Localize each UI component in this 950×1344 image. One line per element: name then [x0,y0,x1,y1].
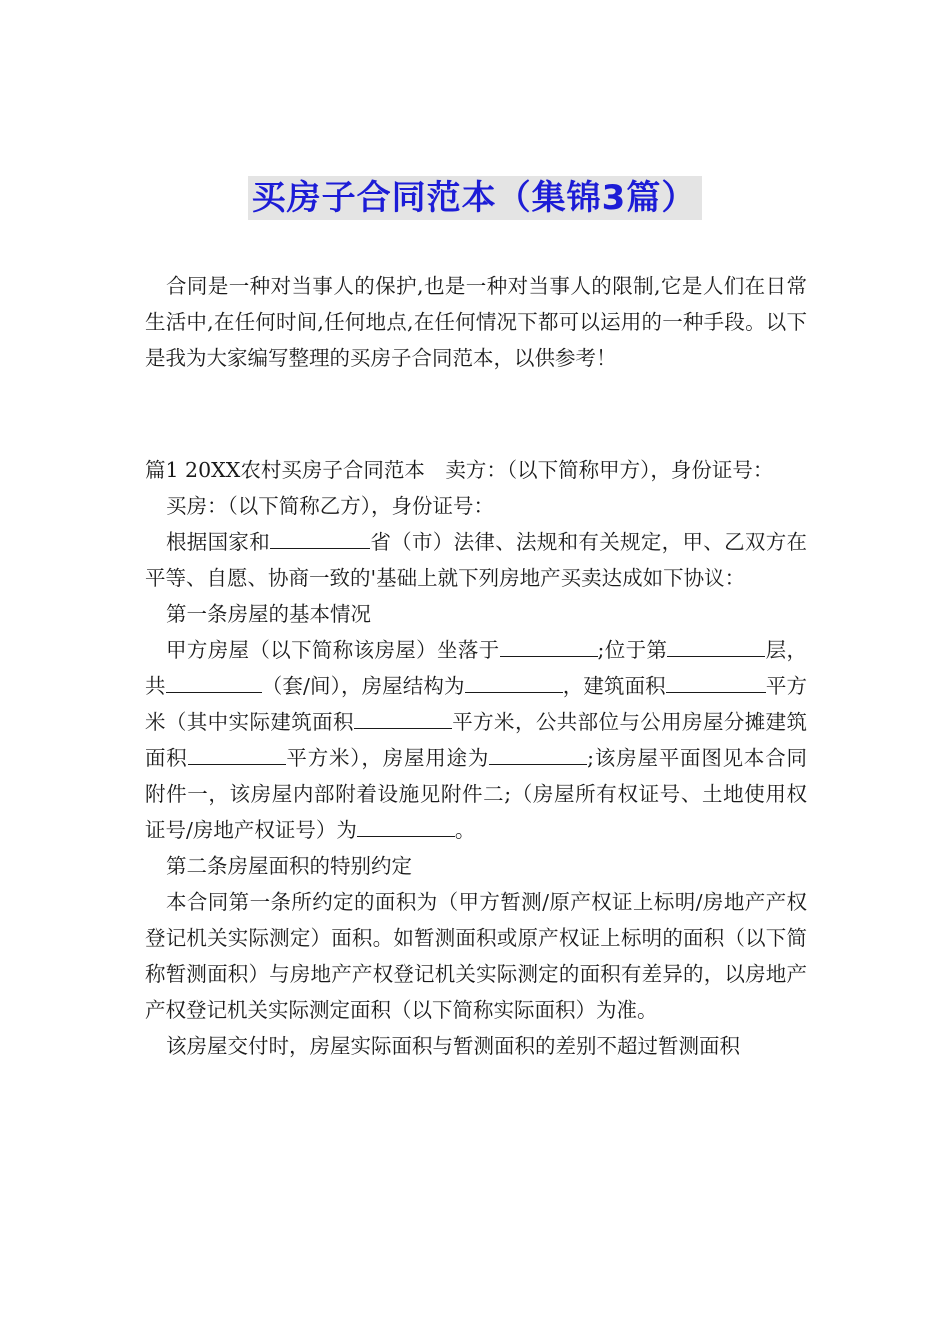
basis-paragraph [145,524,807,596]
art1-text-i: ;该房屋平面图见本合同附件一，该房屋内部附着设施见附件二;（房屋所有权证号、土地使用权证号/房地产权证号）为 [145,746,808,842]
title-container [0,176,950,220]
article-2-paragraph-2: 该房屋交付时，房屋实际面积与暂测面积的差别不超过暂测面积 [166,1034,740,1058]
article-2-title: 第二条房屋面积的特别约定 [166,854,412,878]
art1-text-a: 甲方房屋（以下简称该房屋）坐落于 [166,638,500,662]
art1-text-f: 平方米（其中实际建筑面积 [145,674,808,734]
art1-text-h: 平方米），房屋用途为 [285,746,490,770]
basis-text-b: 省（市）法律、法规和有关规定，甲、乙双方在平等、自愿、协商一致的'基础上就下列房地产买卖达成如下协议： [145,530,808,590]
shared-area-blank [188,742,286,765]
structure-blank [465,670,563,693]
art1-text-c: 层，共 [145,638,808,698]
buyer-paragraph: 买房：（以下简称乙方），身份证号： [166,494,494,518]
document-title: 买房子合同范本（集锦3篇） [248,176,703,220]
floor-blank [667,634,765,657]
intro-section [145,268,807,376]
contract-heading-paragraph: 篇1 20XX农村买房子合同范本 卖方：（以下简称甲方），身份证号： [145,458,774,482]
actual-area-blank [354,706,452,729]
building-area-blank [666,670,766,693]
province-blank [270,526,370,549]
total-floors-blank [166,670,262,693]
location-blank [500,634,598,657]
art1-text-j: 。 [454,818,476,842]
art1-text-e: ，建筑面积 [562,674,666,698]
article-2-paragraph-1: 本合同第一条所约定的面积为（甲方暂测/原产权证上标明/房地产产权登记机关实际测定）面积。如暂测面积或原产权证上标明的面积（以下简称暂测面积）与房地产产权登记机关实际测定的面积有差异的，以房地产产权登记机关实际测定面积（以下简称实际面积）为准。 [145,890,807,1022]
art1-text-g: 平方米，公共部位与公用房屋分摊建筑面积 [145,710,808,770]
art1-text-d: （套/间），房屋结构为 [261,674,465,698]
article-1-paragraph [145,632,807,848]
basis-text-a: 根据国家和 [166,530,271,554]
article-1-title: 第一条房屋的基本情况 [166,602,371,626]
intro-paragraph: 合同是一种对当事人的保护,也是一种对当事人的限制,它是人们在日常生活中,在任何时间,任何地点,在任何情况下都可以运用的一种手段。以下是我为大家编写整理的买房子合同范本，以供参考！ [145,274,807,370]
contract-body [145,452,807,1064]
art1-text-b: ;位于第 [597,638,668,662]
certificate-blank [357,814,455,837]
usage-blank [489,742,587,765]
